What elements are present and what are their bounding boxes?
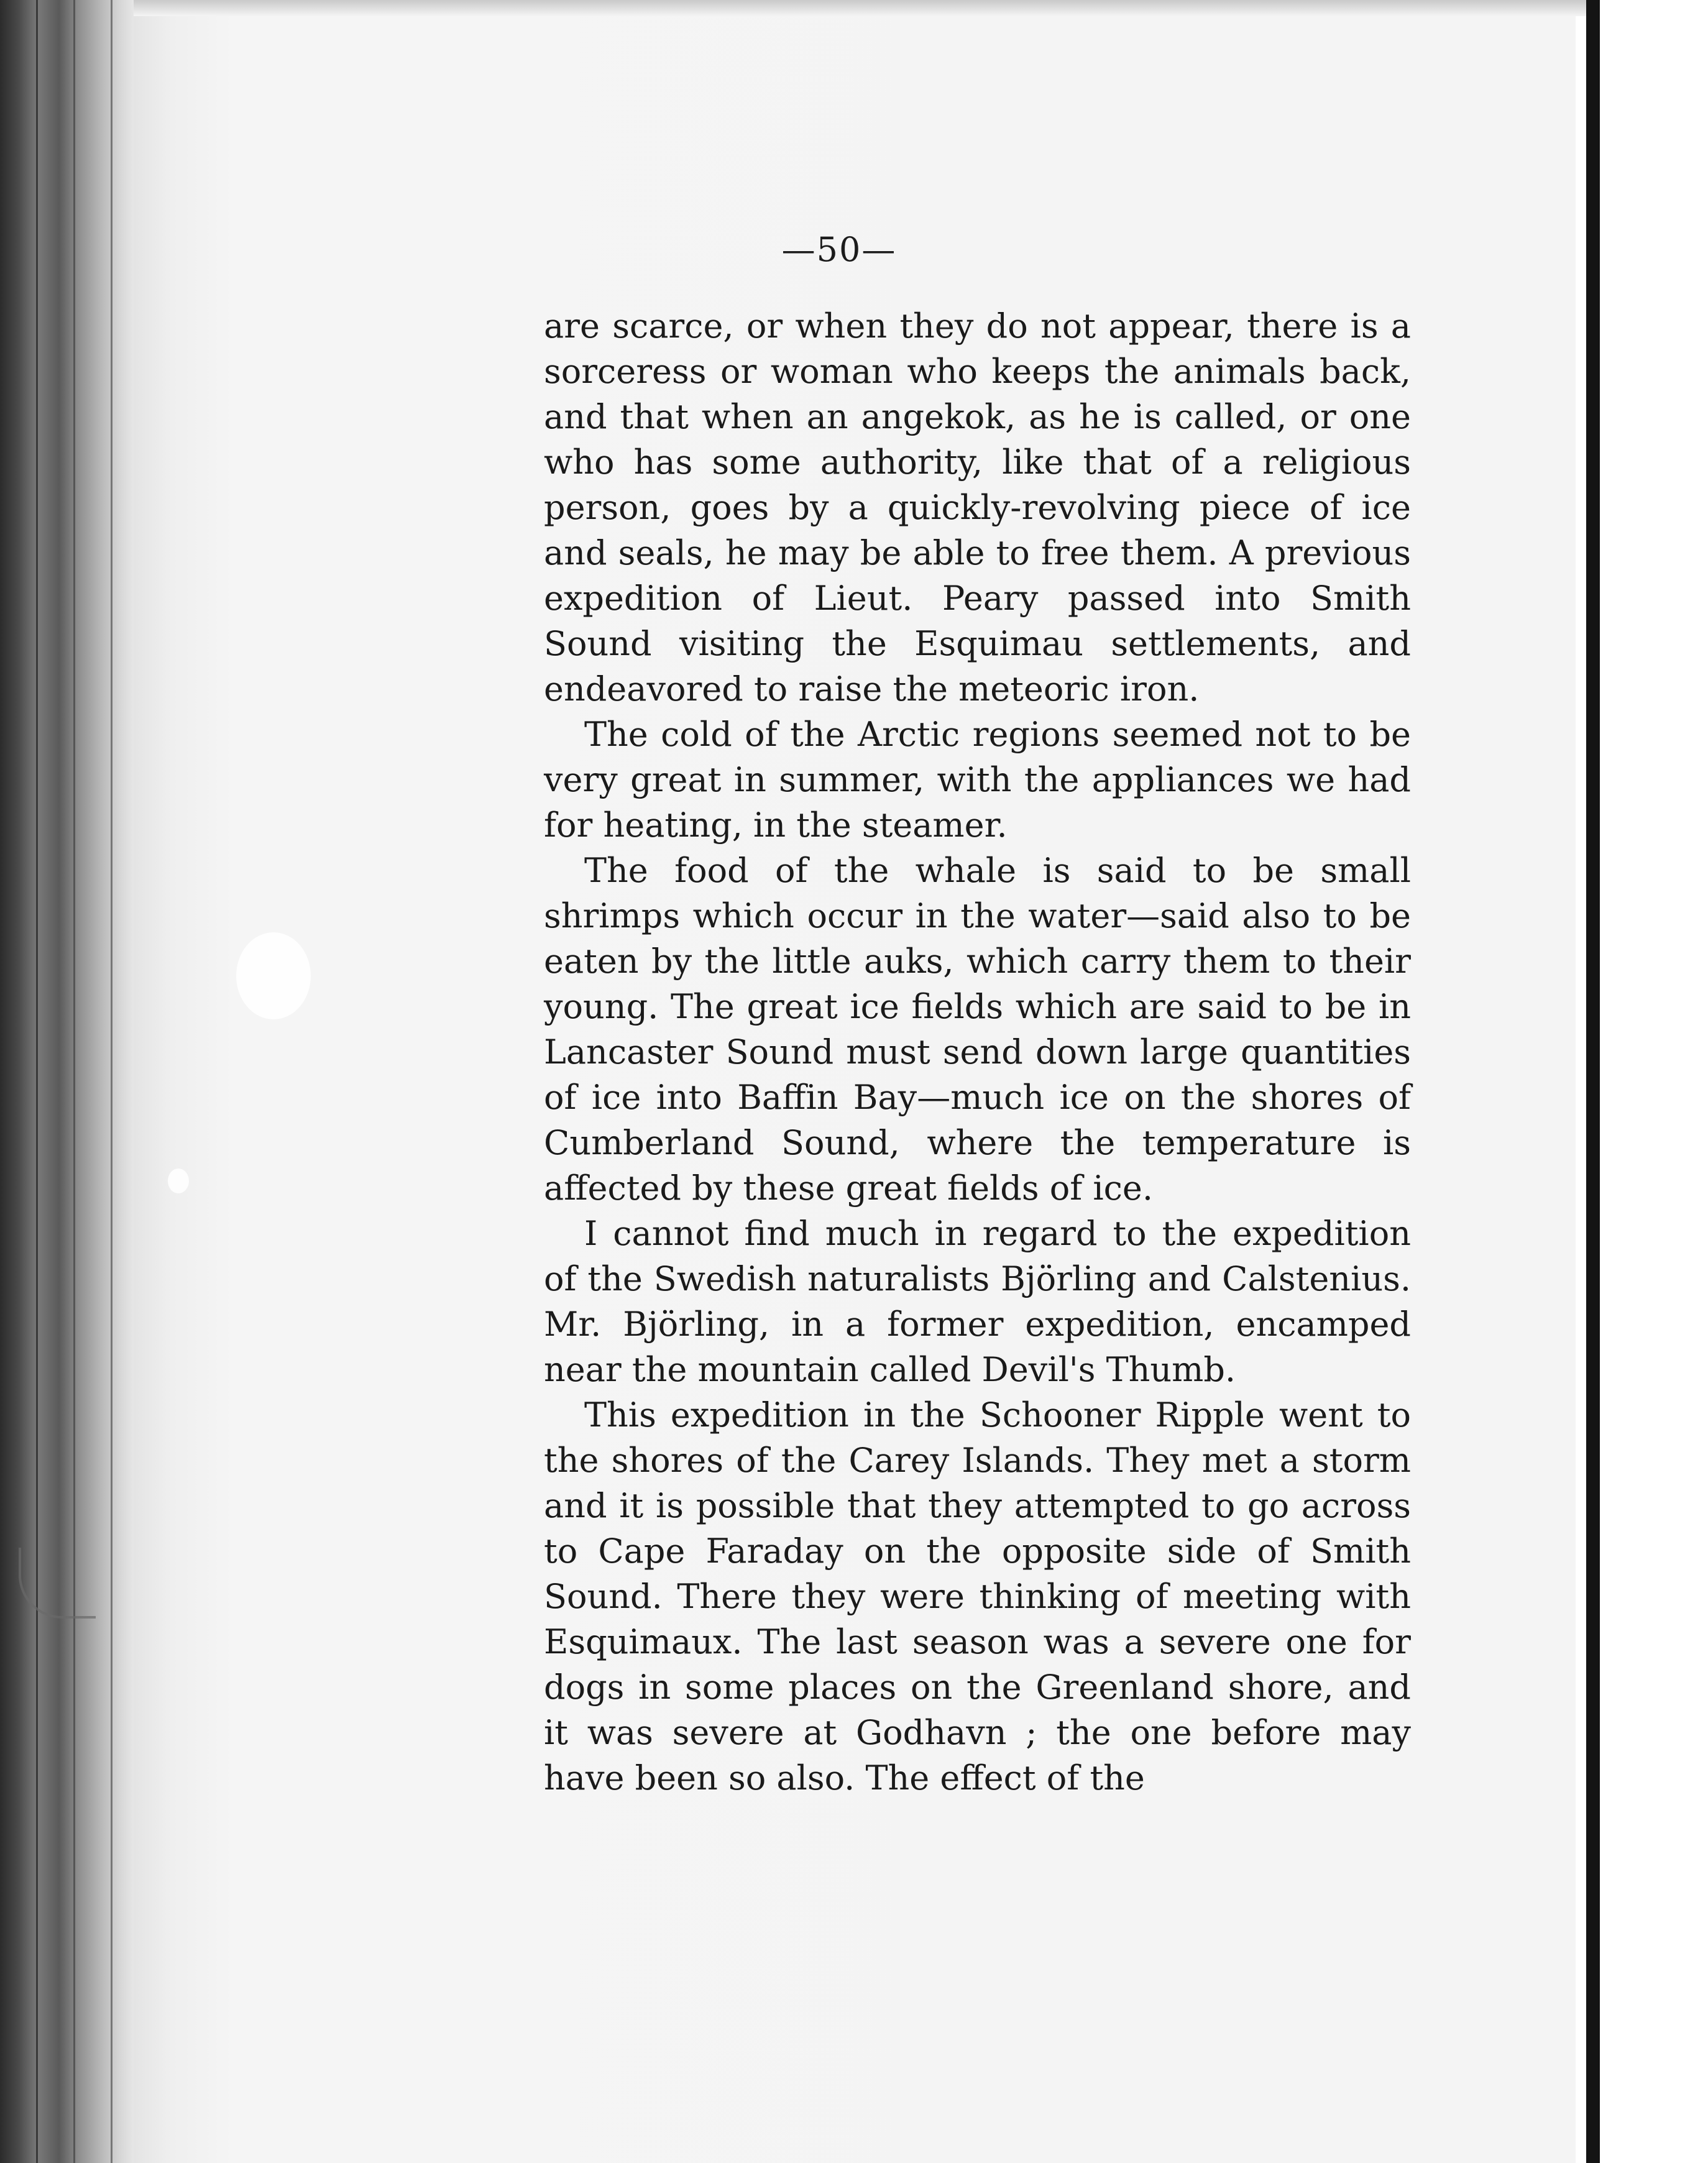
book-binding: [0, 0, 134, 2163]
binding-edge-line: [73, 0, 75, 2163]
body-text: [544, 303, 1411, 1801]
paragraph: The food of the whale is said to be small shrimps which occur in the water—said also to be eaten by the little auks, which carry them to their young. The great ice fields which are said to be in Lancaster Sound must send down large quantities of ice into Baffin Bay—much ice on the shores of Cumberland Sound, where the temperature is affected by these great fields of ice.: [544, 851, 1411, 1208]
paragraph: are scarce, or when they do not appear, there is a sorceress or woman who keeps the animals back, and that when an angekok, as he is called, or one who has some authority, like that of a religious person, goes by a quickly-revolving piece of ice and seals, he may be able to free them. A previous expedition of Lieut. Peary passed into Smith Sound visiting the Esquimau settlements, and endeavored to raise the meteoric iron.: [544, 306, 1411, 709]
paragraph: I cannot find much in regard to the expedition of the Swedish naturalists Björling and Calstenius. Mr. Björling, in a former expedition, encamped near the mountain called Devil's Thumb.: [544, 1214, 1411, 1389]
binding-edge-line: [36, 0, 38, 2163]
paragraph: This expedition in the Schooner Ripple went to the shores of the Carey Islands. They met a storm and it is possible that they attempted to go across to Cape Faraday on the opposite side of Smith Sound. There they were thinking of meeting with Esquimaux. The last season was a severe one for dogs in some places on the Greenland shore, and it was severe at Godhavn ; the one before may have been so also. The effect of the: [544, 1395, 1411, 1798]
page-edge-rule: [1586, 0, 1600, 2163]
paper-spot: [168, 1169, 189, 1193]
scan-margin: [1600, 0, 1708, 2163]
paragraph: The cold of the Arctic regions seemed not to be very great in summer, with the appliances we had for heating, in the steamer.: [544, 715, 1411, 845]
page-number: —50—: [781, 230, 897, 269]
page-top-shadow: [134, 0, 1586, 16]
paper-spot: [236, 932, 311, 1019]
binding-edge-line: [111, 0, 112, 2163]
